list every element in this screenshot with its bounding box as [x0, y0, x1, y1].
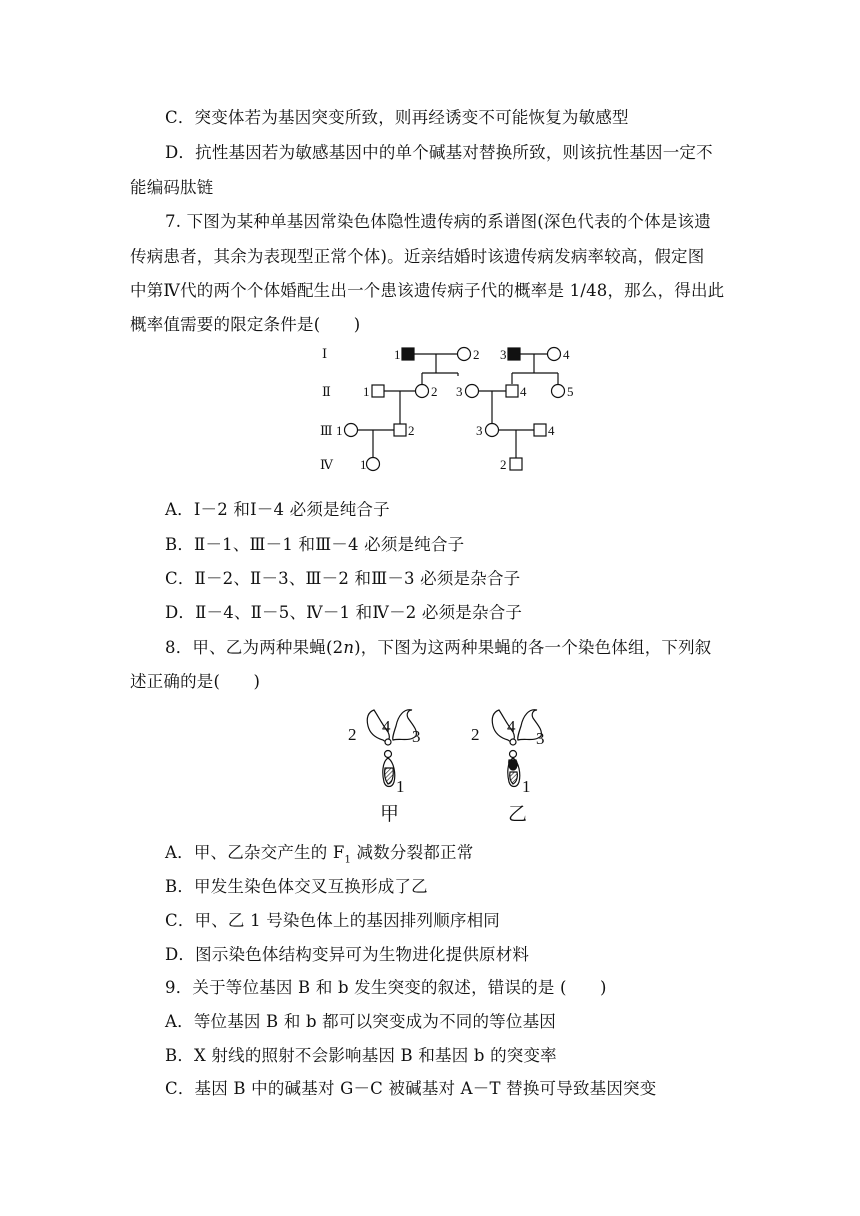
- svg-text:3: 3: [500, 347, 507, 362]
- svg-text:3: 3: [536, 729, 545, 748]
- option-7b: B．Ⅱ－1、Ⅲ－1 和Ⅲ－4 必须是纯合子: [165, 535, 465, 554]
- question-7-line4: 概率值需要的限定条件是( ): [130, 315, 361, 334]
- option-7c: C．Ⅱ－2、Ⅱ－3、Ⅲ－2 和Ⅲ－3 必须是杂合子: [165, 569, 521, 588]
- option-8d: D．图示染色体结构变异可为生物进化提供原材料: [165, 945, 530, 964]
- svg-text:3: 3: [456, 384, 463, 399]
- svg-text:4: 4: [507, 717, 516, 736]
- svg-text:4: 4: [382, 717, 391, 736]
- option-8a: A．甲、乙杂交产生的 $F_1$ 减数分裂都正常: [165, 843, 474, 866]
- option-7d: D．Ⅱ－4、Ⅱ－5、Ⅳ－1 和Ⅳ－2 必须是杂合子: [165, 603, 523, 622]
- option-6c: C．突变体若为基因突变所致，则再经诱变不可能恢复为敏感型: [165, 108, 629, 127]
- question-9: 9．关于等位基因 B 和 b 发生突变的叙述，错误的是 ( ): [165, 978, 607, 997]
- chromosome-set-yi: [492, 710, 541, 787]
- svg-text:5: 5: [567, 384, 574, 399]
- option-9c: C．基因 B 中的碱基对 G－C 被碱基对 A－T 替换可导致基因突变: [165, 1079, 657, 1098]
- option-8b: B．甲发生染色体交叉互换形成了乙: [165, 877, 428, 896]
- pedigree-diagram: [318, 340, 598, 480]
- label-yi: 乙: [508, 804, 528, 825]
- question-7-line2: 传病患者，其余为表现型正常个体)。近亲结婚时该遗传病发病率较高，假定图: [130, 247, 705, 266]
- svg-text:2: 2: [431, 384, 438, 399]
- question-7-line1: 7. 下图为某种单基因常染色体隐性遗传病的系谱图(深色代表的个体是该遗: [165, 212, 711, 231]
- svg-text:2: 2: [500, 457, 507, 472]
- question-8-line1: 8．甲、乙为两种果蝇(2n)，下图为这两种果蝇的各一个染色体组，下列叙: [165, 638, 712, 657]
- option-9b: B．X 射线的照射不会影响基因 B 和基因 b 的突变率: [165, 1046, 557, 1065]
- gen-label-1: Ⅰ: [322, 346, 328, 361]
- svg-text:1: 1: [336, 423, 343, 438]
- svg-text:2: 2: [408, 423, 415, 438]
- svg-text:1: 1: [360, 457, 367, 472]
- svg-text:4: 4: [548, 423, 555, 438]
- svg-text:1: 1: [396, 777, 405, 796]
- svg-text:1: 1: [394, 347, 401, 362]
- gen-label-4: Ⅳ: [320, 457, 333, 472]
- option-6d: D．抗性基因若为敏感基因中的单个碱基对替换所致，则该抗性基因一定不: [165, 143, 713, 162]
- svg-text:1: 1: [363, 384, 370, 399]
- svg-text:2: 2: [471, 725, 480, 744]
- gen-label-2: Ⅱ: [322, 384, 331, 399]
- question-7-line3: 中第Ⅳ代的两个个体婚配生出一个患该遗传病子代的概率是 1/48，那么，得出此: [130, 281, 725, 300]
- option-9a: A．等位基因 B 和 b 都可以突变成为不同的等位基因: [165, 1012, 556, 1031]
- svg-text:2: 2: [473, 347, 480, 362]
- option-8c: C．甲、乙 1 号染色体上的基因排列顺序相同: [165, 911, 501, 930]
- svg-text:3: 3: [476, 423, 483, 438]
- gen-label-3: Ⅲ: [320, 423, 333, 438]
- svg-text:2: 2: [348, 725, 357, 744]
- chromosome-figure: [338, 702, 578, 827]
- question-8-line2: 述正确的是( ): [130, 672, 261, 691]
- svg-text:3: 3: [412, 727, 421, 746]
- chromosome-set-jia: [367, 710, 416, 787]
- svg-text:4: 4: [520, 384, 527, 399]
- svg-text:4: 4: [563, 347, 570, 362]
- option-7a: A．Ⅰ－2 和Ⅰ－4 必须是纯合子: [165, 500, 390, 519]
- svg-text:1: 1: [522, 777, 531, 796]
- label-jia: 甲: [380, 804, 400, 825]
- option-6d-cont: 能编码肽链: [130, 178, 214, 197]
